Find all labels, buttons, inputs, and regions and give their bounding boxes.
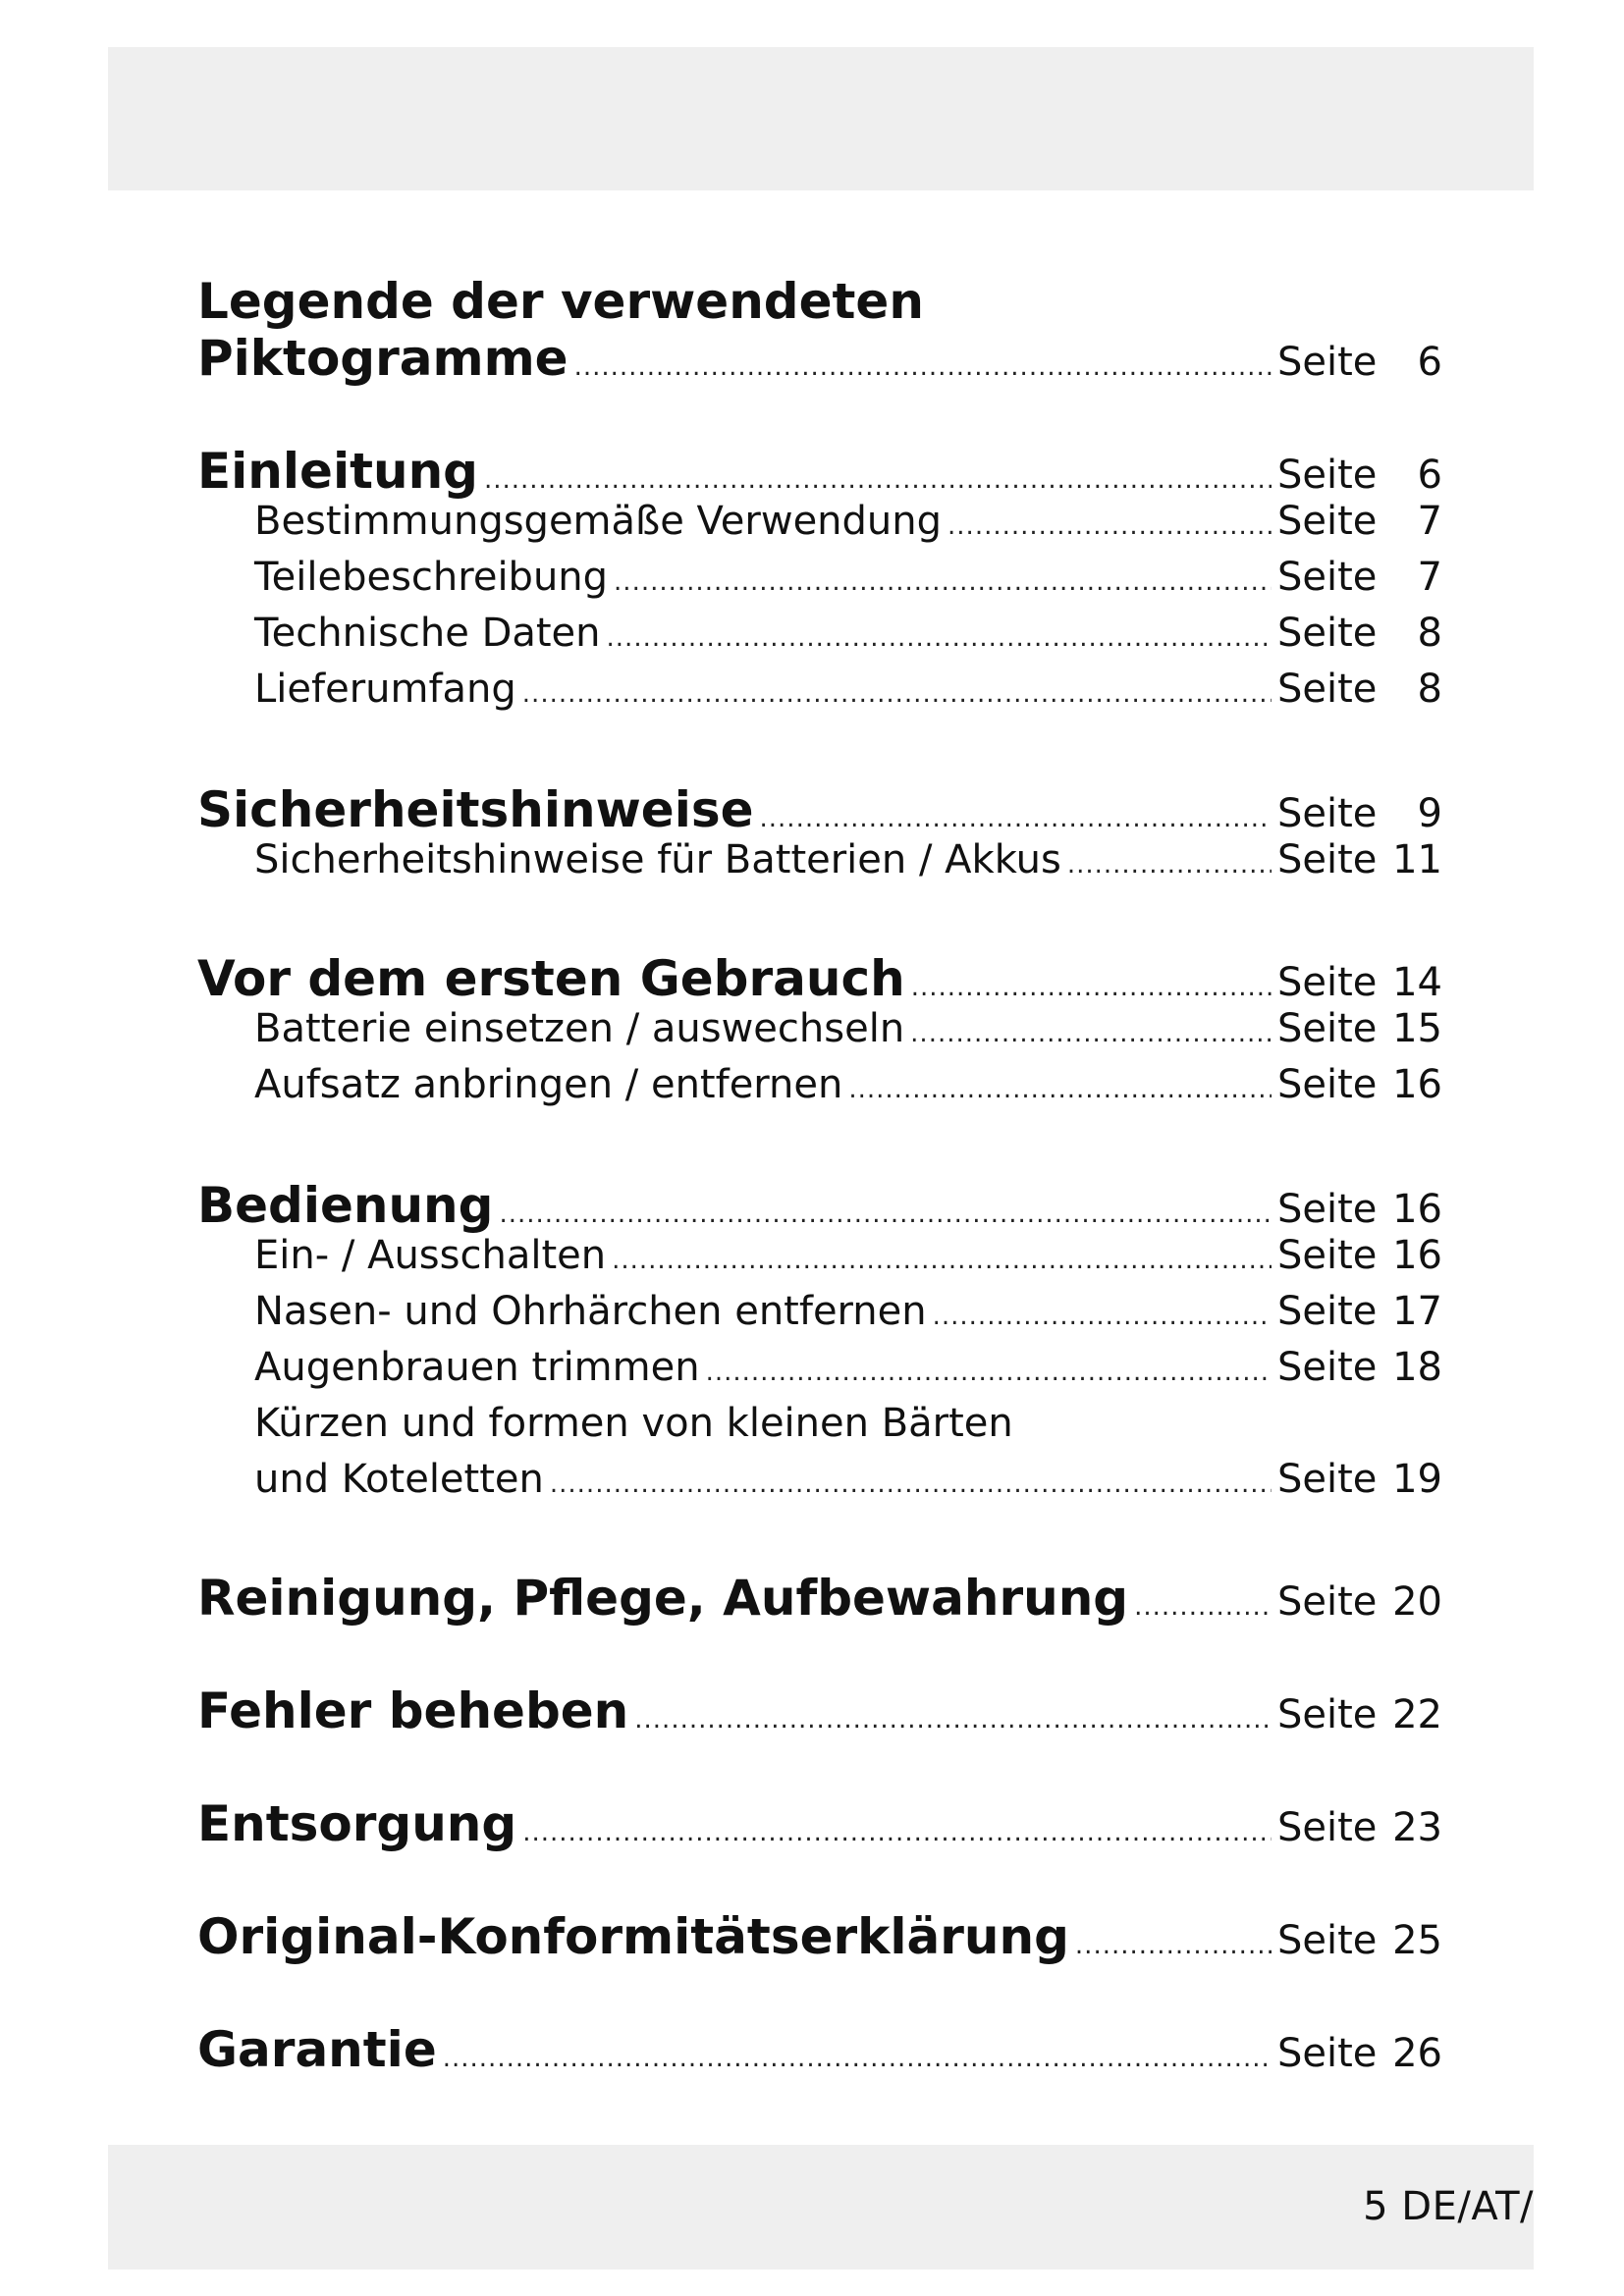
toc-title: Ein- / Ausschalten — [254, 1233, 607, 1278]
toc-entry-garantie[interactable] — [197, 2021, 1442, 2078]
seite-label: Seite — [1277, 453, 1378, 498]
toc-title-line: Kürzen und formen von kleinen Bärten — [254, 1401, 1013, 1446]
page-number: 26 — [1392, 2031, 1442, 2076]
seite-label: Seite — [1277, 1062, 1378, 1107]
page-number: 16 — [1392, 1187, 1442, 1232]
toc-title: Technische Daten — [254, 611, 601, 656]
toc-title: Aufsatz anbringen / entfernen — [254, 1062, 843, 1107]
toc-entry-bestimmung[interactable] — [254, 499, 1442, 544]
page-number: 6 — [1417, 453, 1442, 498]
page-number: 17 — [1392, 1289, 1442, 1334]
dot-leader — [1075, 1931, 1272, 1960]
seite-label: Seite — [1277, 1233, 1378, 1278]
footer-page-indicator: 5 DE/AT/ — [1363, 2184, 1534, 2229]
dot-leader — [612, 1246, 1272, 1275]
toc-entry-batterien-akkus[interactable] — [254, 837, 1442, 882]
toc-entry-batterie-einsetzen[interactable] — [254, 1006, 1442, 1051]
seite-label: Seite — [1277, 1187, 1378, 1232]
page-number: 7 — [1417, 555, 1442, 600]
seite-label: Seite — [1277, 791, 1378, 836]
toc-title: Augenbrauen trimmen — [254, 1345, 700, 1390]
seite-label: Seite — [1277, 499, 1378, 544]
toc-entry-reinigung[interactable] — [197, 1570, 1442, 1627]
toc-entry-konformitaetserklaerung[interactable] — [197, 1908, 1442, 1965]
page-number: 7 — [1417, 499, 1442, 544]
toc-entry-entsorgung[interactable] — [197, 1795, 1442, 1852]
seite-label: Seite — [1277, 1457, 1378, 1502]
seite-label: Seite — [1277, 960, 1378, 1005]
toc-entry-sicherheitshinweise[interactable] — [197, 781, 1442, 838]
page-number: 20 — [1392, 1579, 1442, 1625]
dot-leader — [522, 679, 1272, 709]
dot-leader — [947, 511, 1272, 541]
toc-entry-technische-daten[interactable] — [254, 611, 1442, 656]
toc-title: Original-Konformitätserklärung — [197, 1908, 1069, 1965]
toc-entry-lieferumfang[interactable] — [254, 667, 1442, 712]
toc-entry-teile[interactable] — [254, 555, 1442, 600]
dot-leader — [634, 1705, 1272, 1735]
dot-leader — [574, 352, 1272, 382]
seite-label: Seite — [1277, 1006, 1378, 1051]
seite-label: Seite — [1277, 1805, 1378, 1850]
page-number: 8 — [1417, 611, 1442, 656]
toc-title: Fehler beheben — [197, 1682, 629, 1739]
dot-leader — [607, 623, 1272, 653]
toc-entry-fehler-beheben[interactable] — [197, 1682, 1442, 1739]
seite-label: Seite — [1277, 611, 1378, 656]
toc-entry-einleitung[interactable] — [197, 443, 1442, 500]
page-number: 25 — [1392, 1918, 1442, 1963]
page-number: 9 — [1417, 791, 1442, 836]
seite-label: Seite — [1277, 2031, 1378, 2076]
toc-entry-ein-ausschalten[interactable] — [254, 1233, 1442, 1278]
seite-label: Seite — [1277, 1692, 1378, 1737]
toc-title: und Koteletten — [254, 1457, 544, 1502]
toc-title: Einleitung — [197, 443, 478, 500]
toc-title: Vor dem ersten Gebrauch — [197, 950, 905, 1007]
seite-label: Seite — [1277, 340, 1378, 385]
toc-title: Batterie einsetzen / auswechseln — [254, 1006, 905, 1051]
toc-title: Sicherheitshinweise für Batterien / Akkus — [254, 837, 1061, 882]
dot-leader — [550, 1469, 1272, 1499]
page-number: 14 — [1392, 960, 1442, 1005]
toc-entry-nasen-ohrhaerchen[interactable] — [254, 1289, 1442, 1334]
toc-title: Teilebeschreibung — [254, 555, 609, 600]
toc-title: Sicherheitshinweise — [197, 781, 754, 838]
toc-title: Piktogramme — [197, 330, 568, 387]
page-number: 16 — [1392, 1233, 1442, 1278]
toc-entry-piktogramme[interactable] — [197, 330, 1442, 387]
dot-leader — [443, 2044, 1272, 2073]
dot-leader — [933, 1302, 1272, 1331]
toc-title: Reinigung, Pflege, Aufbewahrung — [197, 1570, 1129, 1627]
toc-title: Entsorgung — [197, 1795, 517, 1852]
footer-band — [108, 2145, 1534, 2269]
seite-label: Seite — [1277, 1289, 1378, 1334]
toc-entry-bedienung[interactable] — [197, 1177, 1442, 1234]
toc-title: Garantie — [197, 2021, 437, 2078]
dot-leader — [484, 465, 1272, 495]
toc-title-line: Legende der verwendeten — [197, 273, 924, 330]
toc-entry-augenbrauen[interactable] — [254, 1345, 1442, 1390]
seite-label: Seite — [1277, 667, 1378, 712]
toc-title: Bestimmungsgemäße Verwendung — [254, 499, 943, 544]
page-number: 11 — [1392, 837, 1442, 882]
page-number: 15 — [1392, 1006, 1442, 1051]
page-number: 18 — [1392, 1345, 1442, 1390]
dot-leader — [1067, 850, 1272, 880]
dot-leader — [614, 567, 1272, 597]
toc-entry-vor-dem-ersten-gebrauch[interactable] — [197, 950, 1442, 1007]
dot-leader — [1134, 1592, 1272, 1622]
dot-leader — [760, 804, 1272, 833]
page-number: 16 — [1392, 1062, 1442, 1107]
toc-entry-baerte-koteletten[interactable] — [254, 1457, 1442, 1502]
seite-label: Seite — [1277, 1345, 1378, 1390]
toc-title: Lieferumfang — [254, 667, 516, 712]
seite-label: Seite — [1277, 1918, 1378, 1963]
dot-leader — [848, 1075, 1272, 1104]
page-number: 23 — [1392, 1805, 1442, 1850]
dot-leader — [522, 1818, 1272, 1847]
page-number: 19 — [1392, 1457, 1442, 1502]
header-band — [108, 47, 1534, 190]
seite-label: Seite — [1277, 1579, 1378, 1625]
toc-title: Nasen- und Ohrhärchen entfernen — [254, 1289, 927, 1334]
seite-label: Seite — [1277, 555, 1378, 600]
page-number: 6 — [1417, 340, 1442, 385]
seite-label: Seite — [1277, 837, 1378, 882]
page-number: 22 — [1392, 1692, 1442, 1737]
dot-leader — [910, 1019, 1272, 1048]
dot-leader — [706, 1358, 1272, 1387]
dot-leader — [911, 973, 1272, 1002]
dot-leader — [499, 1200, 1272, 1229]
toc-title: Bedienung — [197, 1177, 494, 1234]
page-number: 8 — [1417, 667, 1442, 712]
toc-entry-aufsatz[interactable] — [254, 1062, 1442, 1107]
